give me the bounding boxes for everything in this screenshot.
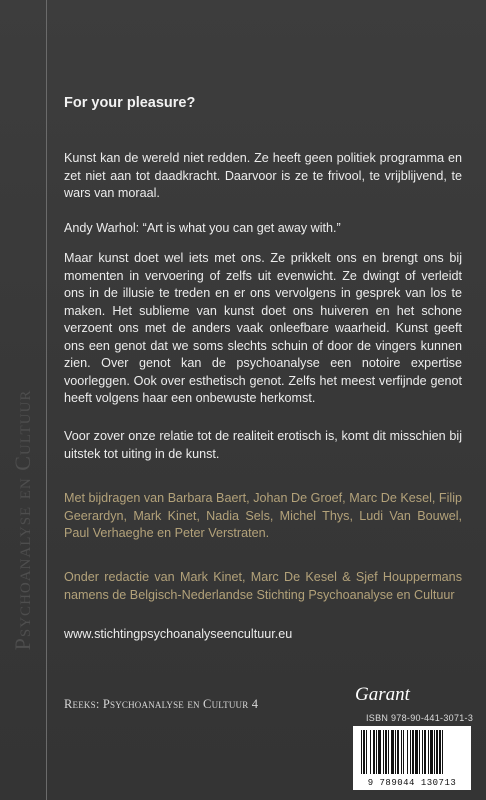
barcode-bar [412,730,414,774]
barcode-bar [428,730,429,774]
barcode-bar [373,730,375,774]
barcode-bar [385,730,387,774]
publisher-logo: Garant [355,684,410,705]
barcode-bar [363,730,365,774]
isbn-label: ISBN 978-90-441-3071-3 [366,713,474,723]
blurb-paragraph-4: Voor zover onze relatie tot de realiteit erotisch is, komt dit misschien bij uitstek tot uiting in de kunst. [64,429,462,461]
barcode-bar [395,730,396,774]
barcode-bar [439,730,441,774]
barcode-bar [403,730,404,774]
barcode-bar [361,730,362,774]
barcode-bar [422,730,423,774]
barcode-bar [419,730,420,774]
barcode-bar [424,730,426,774]
editors-text: Onder redactie van Mark Kinet, Marc De Kesel & Sjef Houppermans namens de Belgisch-Nederlandse Stichting Psychoanalyse en Cultuur [64,570,462,602]
barcode-bar [376,730,377,774]
barcode-bar [391,730,394,774]
barcode-bar [430,730,433,774]
blurb-paragraph-3: Maar kunst doet wel iets met ons. Ze prikkelt ons en brengt ons bij momenten in vervoering of zelfs uit evenwicht. Ze dwingt of verleidt ons in de illusie te treden en er ons vervolgens in gesprek van los te maken. Het sublieme van kunst doet ons huiveren en het schone verzoent ons met de anders vaak onleefbare waarheid. Kunst geeft ons een genot dat we soms slechts schuin of door de vingers kunnen zien. Over genot kan de psychoanalyse een notoire expertise voorleggen. Ook over esthetisch genot. Zelfs het meest verfijnde genot heeft volgens haar een onbewuste herkomst. [64,251,462,405]
barcode-bar [378,730,381,774]
barcode-bar [388,730,389,774]
barcode-bar [401,730,402,774]
barcode-digits: 9 789044 130713 [367,778,457,788]
website-url[interactable]: www.stichtingpsychoanalyseencultuur.eu [64,627,293,641]
barcode-bars [353,726,471,778]
barcode-bar [370,730,371,774]
barcode-bar [436,730,438,774]
barcode-bar [415,730,418,774]
barcode-bar [397,730,399,774]
barcode-bar [434,730,435,774]
series-label: Reeks: Psychoanalyse en Cultuur 4 [64,697,259,711]
warhol-quote: Andy Warhol: “Art is what you can get away with.” [64,221,341,235]
barcode-bar [410,730,411,774]
book-title: For your pleasure? [64,95,196,111]
barcode [353,726,471,790]
blurb-paragraph-1: Kunst kan de wereld niet redden. Ze heeft geen politiek programma en zet niet aan tot daadkracht. Daarvoor is ze te frivool, te vrijblijvend, te wars van moraal. [64,151,462,200]
barcode-bar [407,730,408,774]
contributors-text: Met bijdragen van Barbara Baert, Johan De Groef, Marc De Kesel, Filip Geerardyn, Mark Kinet, Nadia Sels, Michel Thys, Ludi Van Bouwel, Paul Verhaeghe en Peter Verstraten. [64,491,462,540]
spine-series-text: Psychoanalyse en Cultuur [10,389,35,651]
barcode-bar [442,730,443,774]
barcode-bar [366,730,367,774]
spine-divider [46,0,47,800]
barcode-bar [383,730,384,774]
